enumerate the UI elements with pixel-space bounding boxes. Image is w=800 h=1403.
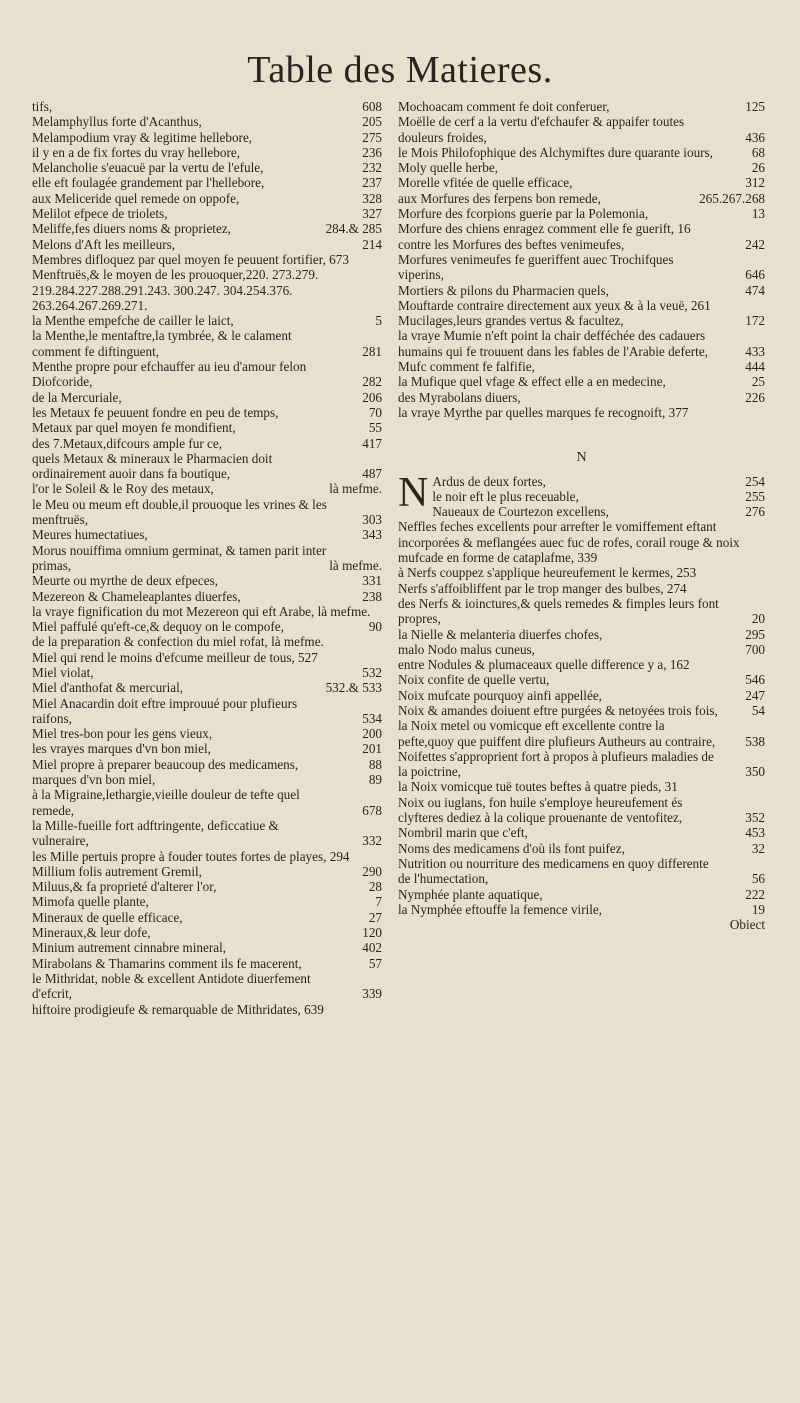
- entry-text: de la Mercuriale,: [32, 389, 122, 405]
- entry-page: 275: [362, 129, 382, 145]
- index-entry: [398, 825, 765, 840]
- entry-page: 255: [745, 488, 765, 504]
- index-entry: [398, 749, 765, 780]
- index-entry: [32, 237, 382, 252]
- index-entry: [32, 145, 382, 160]
- entry-text: Morfure des chiens enragez comment elle fe guerift, 16: [398, 221, 691, 237]
- entry-text: hiftoire prodigieufe & remarquable de Mithridates, 639: [32, 1001, 324, 1017]
- entry-page: 56: [751, 871, 765, 887]
- entry-page: 678: [362, 802, 382, 818]
- entry-page: 487: [362, 466, 382, 482]
- entry-text: Noix mufcate pourquoy ainfi appellée,: [398, 687, 602, 703]
- left-column: [32, 99, 382, 1017]
- index-entry: [398, 703, 765, 718]
- index-entry: [32, 191, 382, 206]
- entry-page: 343: [362, 527, 382, 543]
- entry-page: 25: [751, 374, 765, 390]
- index-entry: [32, 313, 382, 328]
- entry-page: 433: [745, 343, 765, 359]
- entry-text: la Mille-fueille fort adftringente, deficcatiue & vulneraire,: [32, 817, 279, 849]
- entry-page: 214: [362, 236, 382, 252]
- index-entry: [398, 718, 765, 749]
- entry-page: 700: [745, 641, 765, 657]
- entry-text: la Mufique quel vfage & effect elle a en medecine,: [398, 374, 666, 390]
- index-entry: [398, 642, 765, 657]
- index-entry: [398, 565, 765, 580]
- entry-text: il y en a de fix fortes du vray hellebore,: [32, 144, 240, 160]
- entry-page: 7: [375, 894, 382, 910]
- entry-text: la Noix vomicque tuë toutes beftes à quatre pieds, 31: [398, 779, 678, 795]
- entry-text: Millium folis autrement Gremil,: [32, 863, 202, 879]
- entry-text: Minium autrement cinnabre mineral,: [32, 940, 227, 956]
- index-entry: [32, 665, 382, 680]
- index-entry: [398, 237, 765, 252]
- entry-text: aux Meliceride quel remede on oppofe,: [32, 190, 240, 206]
- index-entry: [398, 283, 765, 298]
- entry-page: 125: [745, 99, 765, 114]
- entry-text: Mirabolans & Thamarins comment ils fe macerent,: [32, 955, 302, 971]
- entry-page: 5: [375, 313, 382, 329]
- entry-text: Melilot efpece de triolets,: [32, 206, 168, 222]
- index-entry: [32, 1002, 382, 1017]
- index-entry: [398, 359, 765, 374]
- entry-page: 19: [751, 901, 765, 917]
- entry-text: entre Nodules & plumaceaux quelle difference y a, 162: [398, 657, 690, 673]
- section-letter: N: [576, 450, 587, 466]
- index-entry: [398, 504, 765, 519]
- entry-text: les Metaux fe peuuent fondre en peu de temps,: [32, 404, 279, 420]
- entry-text: la vraye Mumie n'eft point la chair defféchée des cadauers humains qui fe trouuent dans les fables de l'Arabie deferte,: [398, 328, 708, 359]
- entry-page: 222: [745, 886, 765, 902]
- index-entry: [32, 497, 382, 528]
- entry-text: Noix & amandes doiuent eftre purgées & netoyées trois fois,: [398, 702, 718, 718]
- entry-page: 90: [368, 619, 382, 635]
- entry-page: 532: [362, 664, 382, 680]
- index-entry: [32, 864, 382, 879]
- entry-page: 13: [751, 206, 765, 222]
- index-entry: [32, 680, 382, 695]
- index-entry: [398, 581, 765, 596]
- index-entry: [398, 779, 765, 794]
- entry-page: 242: [745, 236, 765, 252]
- entry-page: 350: [745, 764, 765, 780]
- entry-text: Meures humectatiues,: [32, 527, 148, 543]
- index-entry: [32, 696, 382, 727]
- entry-text: Noifettes s'approprient fort à propos à plufieurs maladies de la poictrine,: [398, 748, 714, 780]
- index-entry: [398, 175, 765, 190]
- entry-text: Noix confite de quelle vertu,: [398, 672, 550, 688]
- entry-text: Menftruës,& le moyen de les prouoquer,220. 273.279. 219.284.227.288.291.243. 300.247. 304.254.376. 263.264.267.269.271.: [32, 267, 319, 313]
- index-entry: [32, 527, 382, 542]
- entry-text: Mochoacam comment fe doit conferuer,: [398, 99, 610, 114]
- entry-text: le noir eft le plus receuable,: [432, 488, 579, 504]
- index-entry: [32, 420, 382, 435]
- entry-text: Meurte ou myrthe de deux efpeces,: [32, 573, 219, 589]
- entry-text: elle eft foulagée grandement par l'hellebore,: [32, 175, 265, 191]
- index-entry: [398, 672, 765, 687]
- entry-text: Neffles feches excellents pour arrefter le vomiffement eftant incorporées & meflangées auec fuc de rofes, corail rouge & noix mufcade en forme de cataplafme, 339: [398, 519, 740, 566]
- entry-text: la Nielle & melanteria diuerfes chofes,: [398, 626, 603, 642]
- entry-text: le Mois Philofophique des Alchymiftes dure quarante iours,: [398, 144, 713, 160]
- index-entry: [398, 328, 765, 359]
- index-entry: [32, 772, 382, 787]
- entry-page: 172: [745, 313, 765, 329]
- entry-page: 281: [362, 343, 382, 359]
- entry-page: 26: [751, 160, 765, 176]
- entry-text: Meliffe,fes diuers noms & proprietez,: [32, 221, 231, 237]
- entry-text: les vrayes marques d'vn bon miel,: [32, 741, 211, 757]
- entry-page: 284.& 285: [325, 221, 382, 237]
- entry-text: Metaux par quel moyen fe mondifient,: [32, 420, 236, 436]
- entry-text: Mezereon & Chameleaplantes diuerfes,: [32, 588, 241, 604]
- entry-text: Mineraux de quelle efficace,: [32, 909, 183, 925]
- index-entry: [398, 145, 765, 160]
- entry-page: là mefme.: [329, 557, 382, 573]
- index-entry: [32, 390, 382, 405]
- entry-text: Miluus,& fa proprieté d'alterer l'or,: [32, 879, 217, 895]
- entry-page: 290: [362, 863, 382, 879]
- index-entry: [32, 267, 382, 313]
- entry-page: 32: [751, 840, 765, 856]
- index-entry: [398, 519, 765, 565]
- entry-page: 201: [362, 741, 382, 757]
- entry-page: 89: [368, 772, 382, 788]
- entries-m: [398, 99, 765, 420]
- entry-text: Mimofa quelle plante,: [32, 894, 149, 910]
- index-entry: [32, 114, 382, 129]
- entry-text: quels Metaux & mineraux le Pharmacien doit ordinairement auoir dans fa boutique,: [32, 450, 273, 482]
- index-entry: [32, 619, 382, 634]
- entry-text: Miel violat,: [32, 664, 94, 680]
- index-entry: [398, 298, 765, 313]
- entry-page: 328: [362, 190, 382, 206]
- entry-page: 282: [362, 374, 382, 390]
- index-entry: [398, 374, 765, 389]
- entry-text: Mortiers & pilons du Pharmacien quels,: [398, 282, 609, 298]
- index-entry: [398, 221, 765, 236]
- index-entry: [32, 604, 382, 619]
- index-entry: [32, 405, 382, 420]
- index-entry: [398, 902, 765, 917]
- entry-text: Membres difloquez par quel moyen fe peuuent fortifier, 673: [32, 251, 349, 267]
- index-entry: [32, 787, 382, 818]
- entry-page: 352: [745, 810, 765, 826]
- index-entry: [32, 252, 382, 267]
- index-entry: [398, 160, 765, 175]
- entry-text: de la preparation & confection du miel rofat, là mefme.: [32, 634, 324, 650]
- entry-page: 538: [745, 733, 765, 749]
- entry-text: Melancholie s'euacuë par la vertu de l'efule,: [32, 160, 264, 176]
- entry-page: 232: [362, 160, 382, 176]
- index-entry: [398, 405, 765, 420]
- entry-text: Morelle vfitée de quelle efficace,: [398, 175, 573, 191]
- entry-page: 332: [362, 833, 382, 849]
- index-entry: [32, 925, 382, 940]
- index-entry: [398, 688, 765, 703]
- index-entry: [32, 634, 382, 649]
- entry-text: Mineraux,& leur dofe,: [32, 925, 151, 941]
- index-entry: [32, 99, 382, 114]
- index-entry: [398, 856, 765, 887]
- catchword: Obiect: [729, 917, 765, 933]
- entry-text: Miel d'anthofat & mercurial,: [32, 680, 184, 696]
- index-entry: [398, 114, 765, 145]
- entry-page: 254: [745, 473, 765, 489]
- entry-text: Miel Anacardin doit eftre improuué pour plufieurs raifons,: [32, 695, 298, 726]
- entry-text: des Myrabolans diuers,: [398, 389, 521, 405]
- index-entry: [398, 206, 765, 221]
- entry-text: Nutrition ou nourriture des medicamens en quoy differente de l'humectation,: [398, 855, 709, 887]
- entry-page: 70: [368, 404, 382, 420]
- entry-text: Moly quelle herbe,: [398, 160, 498, 176]
- entry-page: 532.& 533: [325, 680, 382, 696]
- index-entry: [32, 221, 382, 236]
- entries-n: [398, 489, 765, 917]
- entry-text: Menthe propre pour efchauffer au ieu d'amour felon Diofcoride,: [32, 359, 307, 390]
- entry-page: 236: [362, 144, 382, 160]
- entry-text: marques d'vn bon miel,: [32, 772, 156, 788]
- entry-text: Mucilages,leurs grandes vertus & facultez,: [398, 313, 624, 329]
- entry-text: Morfures venimeufes fe gueriffent auec Trochifques viperins,: [398, 251, 674, 283]
- index-entry: [32, 160, 382, 175]
- entry-text: Morfure des fcorpions guerie par la Polemonia,: [398, 206, 649, 222]
- entry-page: 88: [368, 756, 382, 772]
- index-entry: [32, 741, 382, 756]
- entry-text: la Noix metel ou vomicque eft excellente contre la pefte,quoy que puiffent dire plufieurs Autheurs au contraire,: [398, 718, 716, 749]
- entry-text: Melamphyllus forte d'Acanthus,: [32, 114, 202, 130]
- entry-text: aux Morfures des ferpens bon remede,: [398, 190, 601, 206]
- index-entry: [32, 757, 382, 772]
- index-entry: [32, 573, 382, 588]
- entry-text: contre les Morfures des beftes venimeufes,: [398, 236, 625, 252]
- entry-page: 417: [362, 435, 382, 451]
- entry-text: Nombril marin que c'eft,: [398, 825, 528, 841]
- entry-page: 20: [751, 611, 765, 627]
- entry-text: Noms des medicamens d'où ils font puifez,: [398, 840, 625, 856]
- index-entry: [32, 956, 382, 971]
- index-entry: [32, 894, 382, 909]
- index-entry: [398, 887, 765, 902]
- entry-text: les Mille pertuis propre à fouder toutes fortes de playes, 294: [32, 848, 350, 864]
- index-entry: [32, 849, 382, 864]
- entry-text: Miel propre à preparer beaucoup des medicamens,: [32, 756, 299, 772]
- index-entry: [398, 390, 765, 405]
- entry-page: 265.267.268: [699, 190, 765, 206]
- entry-text: l'or le Soleil & le Roy des metaux,: [32, 481, 214, 497]
- entry-page: 608: [362, 99, 382, 114]
- index-entry: [32, 359, 382, 390]
- entry-page: 534: [362, 710, 382, 726]
- entry-page: 57: [368, 955, 382, 971]
- entry-page: 436: [745, 129, 765, 145]
- entry-page: 200: [362, 726, 382, 742]
- entry-page: 206: [362, 389, 382, 405]
- entry-text: Mouftarde contraire directement aux yeux & à la veuë, 261: [398, 297, 711, 313]
- entry-page: 68: [751, 144, 765, 160]
- entry-page: 27: [368, 909, 382, 925]
- entry-text: tifs,: [32, 99, 53, 114]
- index-entry: [32, 940, 382, 955]
- entry-page: 247: [745, 687, 765, 703]
- index-entry: [398, 252, 765, 283]
- page-title: Table des Matieres.: [247, 49, 553, 91]
- entry-text: malo Nodo malus cuneus,: [398, 641, 535, 657]
- entry-text: Nerfs s'affoibliffent par le trop manger des bulbes, 274: [398, 580, 687, 596]
- index-entry: [398, 313, 765, 328]
- index-entry: [32, 451, 382, 482]
- index-entry: [32, 130, 382, 145]
- entry-text: à la Migraine,lethargie,vieille douleur de tefte quel remede,: [32, 787, 300, 818]
- entry-page: 474: [745, 282, 765, 298]
- index-entry: [32, 481, 382, 496]
- entry-page: 205: [362, 114, 382, 130]
- index-entry: [398, 191, 765, 206]
- entry-text: Miel paffulé qu'eft-ce,& dequoy on le compofe,: [32, 619, 284, 635]
- entry-page: 55: [368, 420, 382, 436]
- entry-page: 546: [745, 672, 765, 688]
- entry-text: Nymphée plante aquatique,: [398, 886, 543, 902]
- index-entry: [32, 879, 382, 894]
- entry-page: 276: [745, 504, 765, 520]
- entry-text: la Menthe,le mentaftre,la tymbrée, & le calament comment fe diftinguent,: [32, 328, 292, 359]
- entry-page: là mefme.: [329, 481, 382, 497]
- index-entry: [398, 657, 765, 672]
- entry-text: Miel qui rend le moins d'efcume meilleur de tous, 527: [32, 649, 318, 665]
- entry-page: 237: [362, 175, 382, 191]
- entry-text: Ardus de deux fortes,: [432, 473, 546, 489]
- entry-text: Mufc comment fe falfifie,: [398, 359, 535, 375]
- index-entry: [32, 650, 382, 665]
- index-entry: [32, 818, 382, 849]
- index-entry: [32, 328, 382, 359]
- entry-page: 303: [362, 512, 382, 528]
- entry-text: la vraye fignification du mot Mezereon qui eft Arabe, là mefme.: [32, 603, 371, 619]
- entry-text: Miel tres-bon pour les gens vieux,: [32, 726, 213, 742]
- entry-page: 339: [362, 986, 382, 1002]
- drop-cap: N: [398, 469, 429, 516]
- index-entry: [398, 841, 765, 856]
- entry-page: 331: [362, 573, 382, 589]
- entry-text: des Nerfs & ioinctures,& quels remedes & fimples leurs font propres,: [398, 595, 719, 627]
- entry-text: la Menthe empefche de cailler le laict,: [32, 313, 234, 329]
- entry-text: Melons d'Aft les meilleurs,: [32, 236, 176, 252]
- index-entry: [32, 543, 382, 574]
- index-entry: [398, 795, 765, 826]
- entry-page: 646: [745, 267, 765, 283]
- entry-text: Noix ou iuglans, fon huile s'employe heureufement és clyfteres dediez à la colique prouenante de ventofitez,: [398, 794, 683, 826]
- index-entry: [32, 726, 382, 741]
- entry-page: 327: [362, 206, 382, 222]
- right-column: [398, 99, 765, 932]
- entry-page: 402: [362, 940, 382, 956]
- entry-text: la Nymphée eftouffe la femence virile,: [398, 901, 603, 917]
- entry-text: Naueaux de Courtezon excellens,: [432, 504, 609, 520]
- index-entry: [32, 589, 382, 604]
- entry-page: 444: [745, 359, 765, 375]
- entry-text: Moëlle de cerf a la vertu d'efchaufer & appaifer toutes douleurs froides,: [398, 114, 685, 145]
- entry-text: la vraye Myrthe par quelles marques fe recognoift, 377: [398, 404, 689, 420]
- entry-page: 28: [368, 879, 382, 895]
- entry-text: Morus nouiffima omnium germinat, & tamen parit inter primas,: [32, 542, 327, 573]
- entry-page: 312: [745, 175, 765, 191]
- index-entry: [32, 971, 382, 1002]
- index-entry: [398, 489, 765, 504]
- index-entry: [32, 910, 382, 925]
- entry-text: des 7.Metaux,difcours ample fur ce,: [32, 435, 223, 451]
- index-entry: [32, 206, 382, 221]
- index-entry: [398, 627, 765, 642]
- index-entry: [398, 99, 765, 114]
- entry-text: le Meu ou meum eft double,il prouoque les vrines & les menftruës,: [32, 496, 327, 528]
- entry-text: le Mithridat, noble & excellent Antidote diuerfement d'efcrit,: [32, 970, 311, 1002]
- entry-page: 238: [362, 588, 382, 604]
- entry-page: 453: [745, 825, 765, 841]
- entry-page: 295: [745, 626, 765, 642]
- index-entry: [398, 596, 765, 627]
- entry-page: 54: [751, 702, 765, 718]
- entry-text: Melampodium vray & legitime hellebore,: [32, 129, 253, 145]
- entry-page: 226: [745, 389, 765, 405]
- index-entry: [32, 175, 382, 190]
- entry-page: 120: [362, 925, 382, 941]
- entry-text: à Nerfs couppez s'applique heureufement le kermes, 253: [398, 565, 697, 581]
- index-entry: [32, 436, 382, 451]
